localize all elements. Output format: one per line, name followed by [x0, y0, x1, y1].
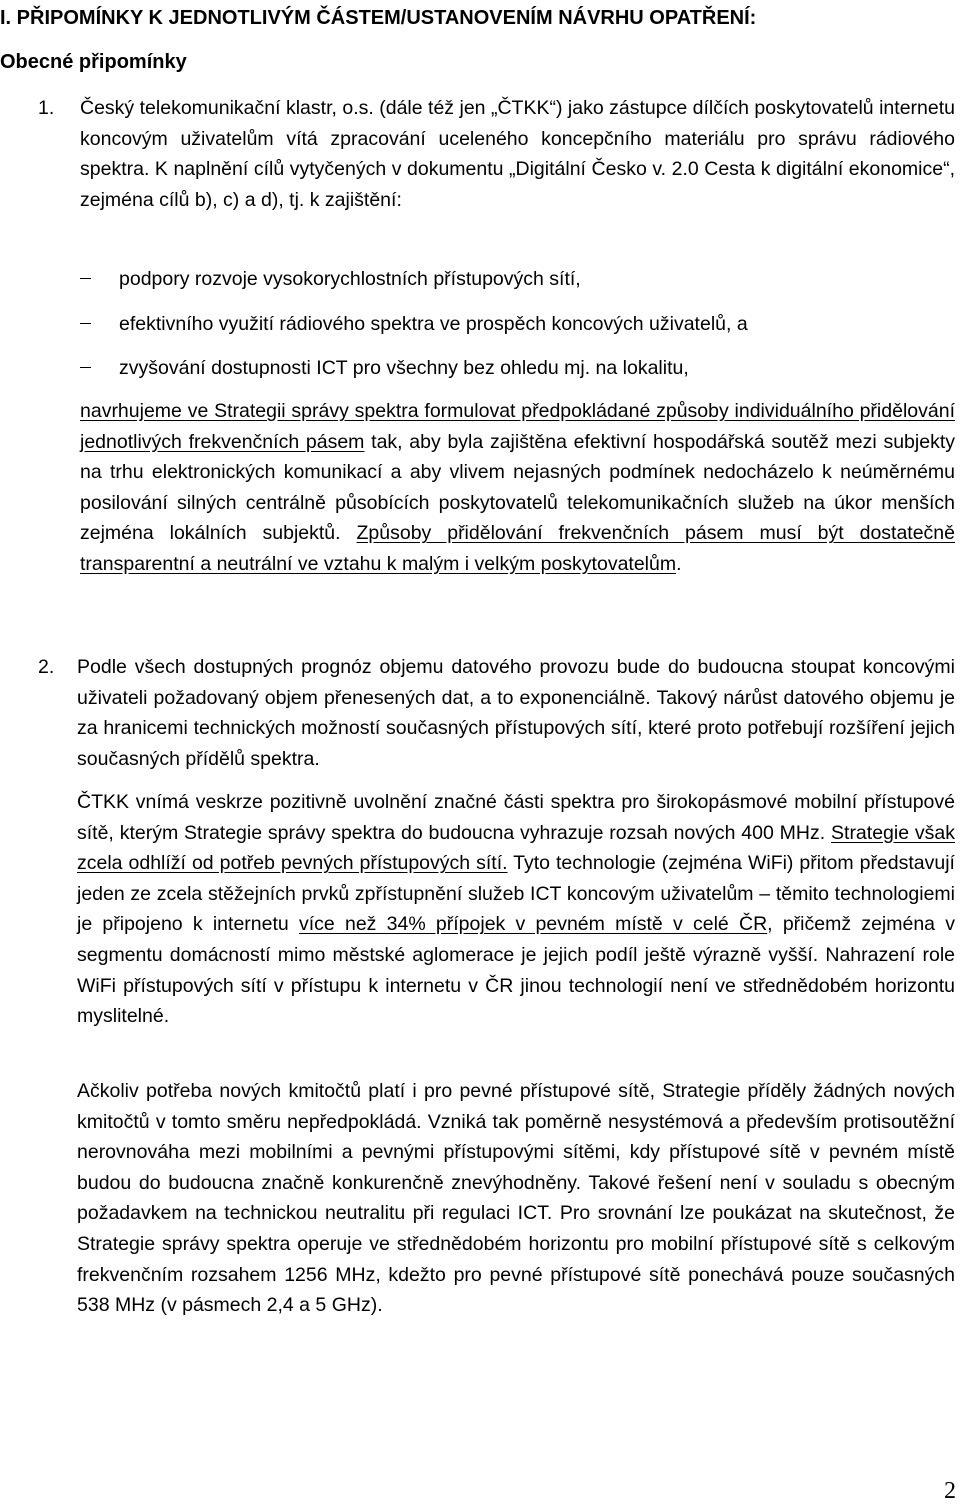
section-heading: I. PŘIPOMÍNKY K JEDNOTLIVÝM ČÁSTEM/USTANOVENÍM NÁVRHU OPATŘENÍ:: [0, 7, 757, 29]
item-2-paragraph-2: [77, 787, 955, 1032]
section-subheading: Obecné připomínky: [0, 51, 187, 73]
proposal-text: tak, aby byla zajištěna efektivní hospodářská soutěž mezi subjekty na trhu elektronických komunikací a aby vlivem nejasných podmínek nedocházelo k neúměrnému posilování silných centrálně působících poskytovatelů telekomunikačních služeb na úkor menších zejména lokálních subjektů.: [80, 430, 955, 545]
item-2-paragraph-3: Ačkoliv potřeba nových kmitočtů platí i pro pevné přístupové sítě, Strategie příděly žádných nových kmitočtů v tomto směru nepředpokládá. Vzniká tak poměrně nesystémová a především protisoutěžní nerovnováha mezi mobilními a pevnými přístupovými sítěmi, kdy přístupové sítě v pevném místě budou do budoucna značně konkurenčně znevýhodněny. Takové řešení není v souladu s obecným požadavkem na technickou neutralitu při regulaci ICT. Pro srovnání lze poukázat na skutečnost, že Strategie správy spektra operuje ve střednědobém horizontu pro mobilní přístupové sítě s celkovým frekvenčním rozsahem 1256 MHz, kdežto pro pevné přístupové sítě ponechává pouze současných 538 MHz (v pásmech 2,4 a 5 GHz).: [77, 1080, 955, 1317]
bullet-text: podpory rozvoje vysokorychlostních přístupových sítí,: [119, 268, 581, 290]
item-1-proposal: [80, 396, 955, 580]
paragraph-text: Tyto technologie (zejména WiFi) přitom představují jeden ze zcela stěžejních prvků zpřístupnění služeb ICT koncovým uživatelům – těmito technologiemi je připojeno k internetu: [77, 852, 955, 936]
item-number-1: 1.: [38, 97, 55, 119]
underlined-proposal: navrhujeme ve Strategii správy spektra formulovat předpokládané způsoby individuálního přidělování jednotlivých frekvenčních pásem: [80, 400, 955, 453]
dash-icon: [80, 278, 91, 279]
bullet-text: zvyšování dostupnosti ICT pro všechny bez ohledu mj. na lokalitu,: [119, 357, 689, 379]
dash-icon: [80, 367, 91, 368]
item-number-2: 2.: [38, 656, 55, 678]
underlined-statement: Strategie však zcela odhlíží od potřeb pevných přístupových sítí.: [77, 821, 955, 875]
bullet-text: efektivního využití rádiového spektra ve prospěch koncových uživatelů, a: [119, 313, 748, 335]
dash-icon: [80, 323, 91, 324]
page-number: 2: [944, 1478, 956, 1504]
item-1-intro: Český telekomunikační klastr, o.s. (dále též jen „ČTKK“) jako zástupce dílčích poskytovatelů internetu koncovým uživatelům vítá zpracování uceleného koncepčního materiálu pro správu rádiového spektra. K naplnění cílů vytyčených v dokumentu „Digitální Česko v. 2.0 Cesta k digitální ekonomice“, zejména cílů b), c) a d), tj. k zajištění:: [80, 97, 955, 211]
period: .: [676, 552, 682, 575]
underlined-requirement: Způsoby přidělování frekvenčních pásem musí být dostatečně transparentní a neutrální ve vztahu k malým i velkým poskytovatelům: [80, 522, 956, 575]
paragraph-text: ČTKK vnímá veskrze pozitivně uvolnění značné části spektra pro širokopásmové mobilní přístupové sítě, kterým Strategie správy spektra do budoucna vyhrazuje rozsah nových 400 MHz.: [77, 791, 955, 844]
underlined-statistic: více než 34% přípojek v pevném místě v celé ČR: [298, 913, 768, 936]
paragraph-text: , přičemž zejména v segmentu domácností mimo městské aglomerace je jejich podíl ještě výrazně vyšší. Nahrazení role WiFi přístupových sítí v přístupu k internetu v ČR jinou technologií není ve střednědobém horizontu myslitelné.: [77, 913, 956, 1028]
item-2-paragraph-1: Podle všech dostupných prognóz objemu datového provozu bude do budoucna stoupat koncovými uživateli požadovaný objem přenesených dat, a to exponenciálně. Takový nárůst datového objemu je za hranicemi technických možností současných přístupových sítí, které proto potřebují rozšíření jejich současných přídělů spektra.: [77, 656, 955, 770]
